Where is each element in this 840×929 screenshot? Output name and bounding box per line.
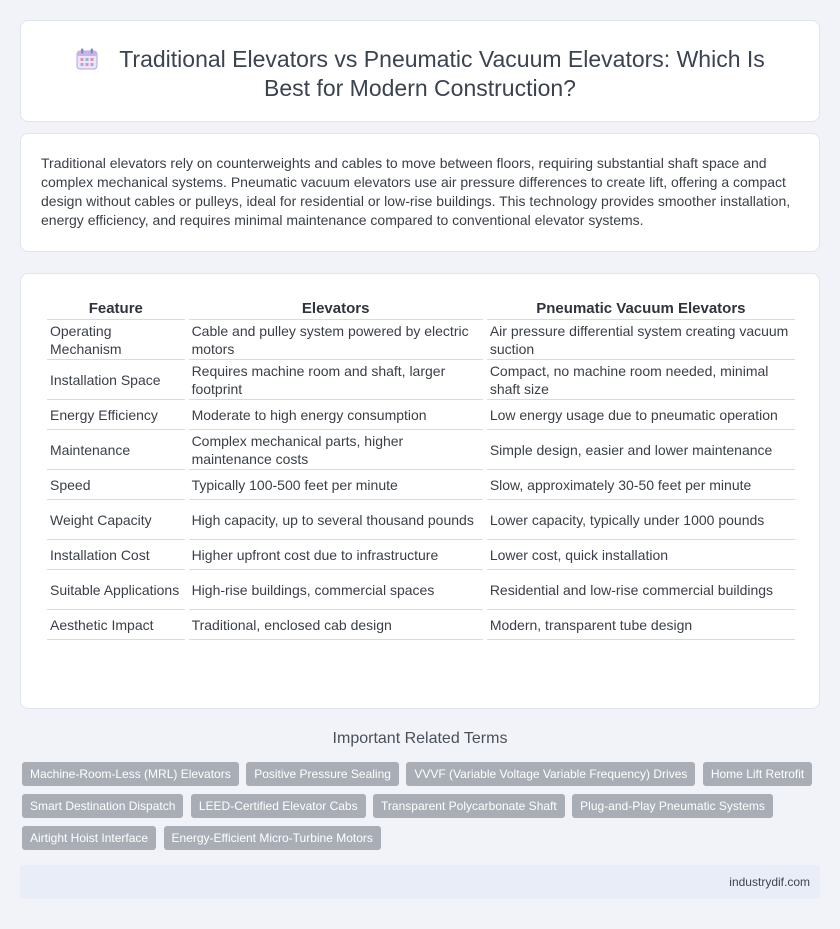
header-elevators: Elevators xyxy=(189,296,483,320)
table-cell-feature: Installation Cost xyxy=(47,540,185,570)
related-term-tag[interactable]: Home Lift Retrofit xyxy=(703,762,812,786)
intro-card xyxy=(20,133,820,252)
footer xyxy=(20,865,820,899)
table-cell-pneumatic: Air pressure differential system creating vacuum suction xyxy=(487,320,795,360)
header-feature: Feature xyxy=(47,296,185,320)
table-cell-feature: Suitable Applications xyxy=(47,570,185,610)
table-row xyxy=(47,430,795,470)
comparison-card xyxy=(20,273,820,709)
related-term-tag[interactable]: Plug-and-Play Pneumatic Systems xyxy=(572,794,773,818)
table-cell-feature: Installation Space xyxy=(47,360,185,400)
footer-site-link[interactable]: industrydif.com xyxy=(729,875,810,889)
table-cell-pneumatic: Modern, transparent tube design xyxy=(487,610,795,640)
related-terms-heading: Important Related Terms xyxy=(332,730,508,747)
related-term-tag[interactable]: Smart Destination Dispatch xyxy=(22,794,183,818)
table-cell-feature: Weight Capacity xyxy=(47,500,185,540)
related-term-tag[interactable]: Energy-Efficient Micro-Turbine Motors xyxy=(164,826,381,850)
table-cell-elevators: High capacity, up to several thousand pounds xyxy=(189,500,483,540)
header-pneumatic: Pneumatic Vacuum Elevators xyxy=(487,296,795,320)
table-cell-elevators: Typically 100-500 feet per minute xyxy=(189,470,483,500)
table-cell-feature: Maintenance xyxy=(47,430,185,470)
related-term-tag[interactable]: Positive Pressure Sealing xyxy=(246,762,399,786)
table-cell-pneumatic: Lower cost, quick installation xyxy=(487,540,795,570)
table-row xyxy=(47,500,795,540)
table-cell-elevators: High-rise buildings, commercial spaces xyxy=(189,570,483,610)
table-cell-feature: Energy Efficiency xyxy=(47,400,185,430)
table-cell-pneumatic: Compact, no machine room needed, minimal shaft size xyxy=(487,360,795,400)
title-card xyxy=(20,20,820,122)
table-row xyxy=(47,610,795,640)
comparison-table xyxy=(43,296,799,640)
table-row xyxy=(47,540,795,570)
table-cell-pneumatic: Simple design, easier and lower maintenance xyxy=(487,430,795,470)
table-cell-pneumatic: Low energy usage due to pneumatic operation xyxy=(487,400,795,430)
page-title-row xyxy=(61,45,779,103)
table-row xyxy=(47,320,795,360)
table-cell-elevators: Requires machine room and shaft, larger footprint xyxy=(189,360,483,400)
table-cell-pneumatic: Slow, approximately 30-50 feet per minute xyxy=(487,470,795,500)
related-term-tag[interactable]: Machine-Room-Less (MRL) Elevators xyxy=(22,762,239,786)
related-term-tag[interactable]: Airtight Hoist Interface xyxy=(22,826,156,850)
table-row xyxy=(47,570,795,610)
table-cell-elevators: Moderate to high energy consumption xyxy=(189,400,483,430)
table-cell-feature: Speed xyxy=(47,470,185,500)
table-cell-elevators: Complex mechanical parts, higher maintenance costs xyxy=(189,430,483,470)
related-term-tag[interactable]: LEED-Certified Elevator Cabs xyxy=(191,794,366,818)
related-terms-list xyxy=(22,762,822,858)
related-term-tag[interactable]: Transparent Polycarbonate Shaft xyxy=(373,794,565,818)
table-cell-feature: Operating Mechanism xyxy=(47,320,185,360)
table-cell-elevators: Cable and pulley system powered by electric motors xyxy=(189,320,483,360)
table-cell-pneumatic: Lower capacity, typically under 1000 pounds xyxy=(487,500,795,540)
related-term-tag[interactable]: VVVF (Variable Voltage Variable Frequency) Drives xyxy=(406,762,695,786)
table-cell-pneumatic: Residential and low-rise commercial buildings xyxy=(487,570,795,610)
intro-paragraph: Traditional elevators rely on counterweights and cables to move between floors, requiring substantial shaft space and complex mechanical systems. Pneumatic vacuum elevators use air pressure differences to create lift, offering a compact design without cables or pulleys, ideal for residential or low-rise buildings. This technology provides smoother installation, energy efficiency, and requires minimal maintenance compared to conventional elevator systems. xyxy=(41,155,791,228)
table-row xyxy=(47,470,795,500)
table-header-row xyxy=(47,296,795,320)
table-row xyxy=(47,360,795,400)
table-cell-feature: Aesthetic Impact xyxy=(47,610,185,640)
table-row xyxy=(47,400,795,430)
page-title: Traditional Elevators vs Pneumatic Vacuum Elevators: Which Is Best for Modern Construction? xyxy=(119,46,765,101)
table-cell-elevators: Traditional, enclosed cab design xyxy=(189,610,483,640)
calendar-icon xyxy=(75,47,99,71)
table-cell-elevators: Higher upfront cost due to infrastructure xyxy=(189,540,483,570)
